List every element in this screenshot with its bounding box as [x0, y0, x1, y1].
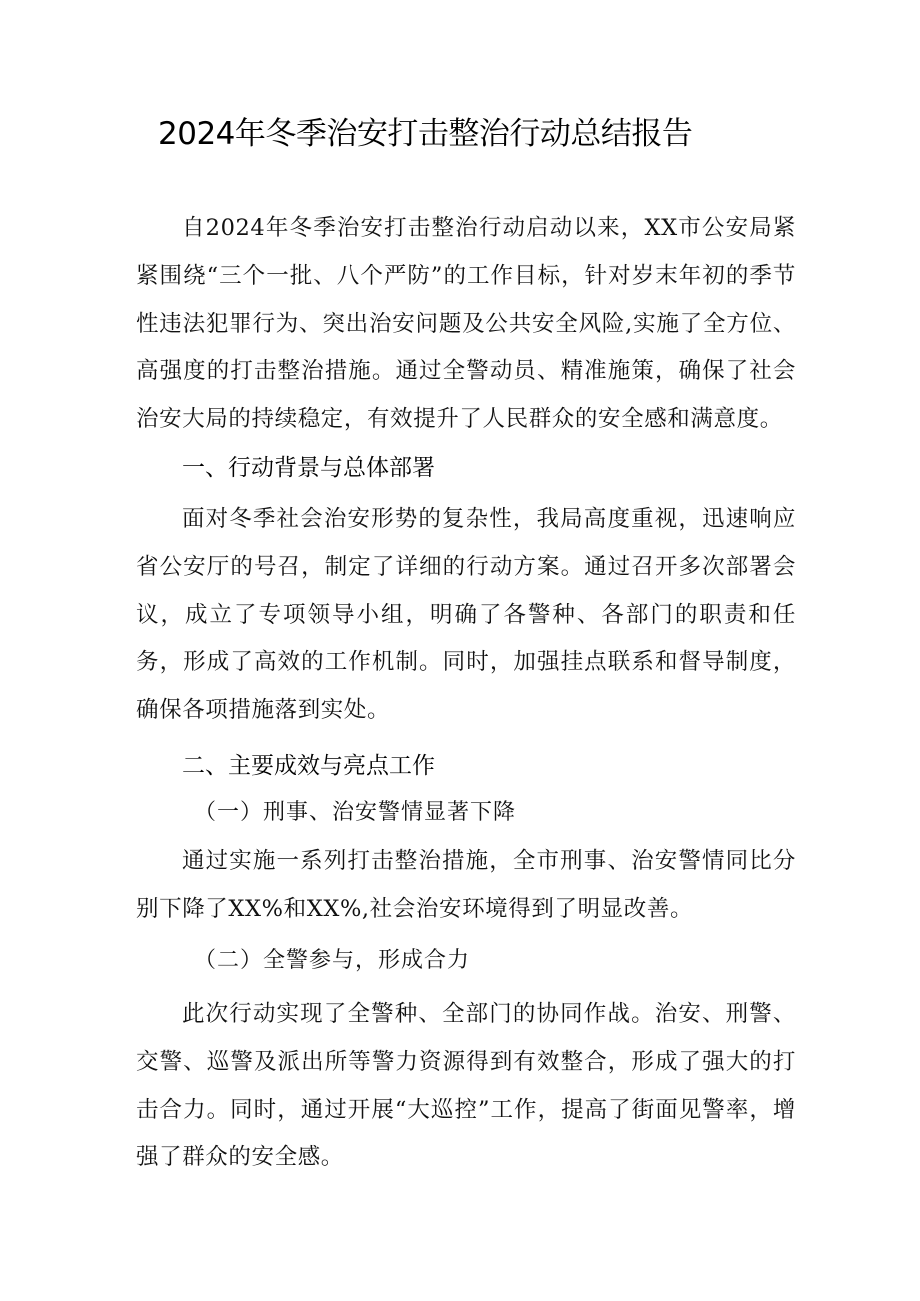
crime-decline-paragraph: 通过实施一系列打击整治措施，全市刑事、治安警情同比分别下降了XX%和XX%,社会治安环境得到了明显改善。 — [136, 848, 796, 922]
background-paragraph: 面对冬季社会治安形势的复杂性，我局高度重视，迅速响应省公安厅的号召，制定了详细的行动方案。通过召开多次部署会议，成立了专项领导小组，明确了各警种、各部门的职责和任务，形成了高效的工作机制。同时，加强挂点联系和督导制度，确保各项措施落到实处。 — [136, 506, 796, 724]
joint-force-paragraph: 此次行动实现了全警种、全部门的协同作战。治安、刑警、交警、巡警及派出所等警力资源得到有效整合，形成了强大的打击合力。同时，通过开展“大巡控”工作，提高了街面见警率，增强了群众的安全感。 — [136, 1001, 796, 1171]
section-heading-background: 一、行动背景与总体部署 — [182, 455, 435, 481]
section-heading-results: 二、主要成效与亮点工作 — [182, 753, 435, 779]
document-title: 2024年冬季治安打击整治行动总结报告 — [158, 116, 693, 152]
subsection-heading-crime-decline: （一）刑事、治安警情显著下降 — [194, 800, 517, 825]
subsection-heading-joint-force: （二）全警参与，形成合力 — [194, 948, 471, 973]
intro-paragraph: 自2024年冬季治安打击整治行动启动以来，XX市公安局紧紧围绕“三个一批、八个严防”的工作目标，针对岁末年初的季节性违法犯罪行为、突出治安问题及公共安全风险,实施了全方位、高强度的打击整治措施。通过全警动员、精准施策，确保了社会治安大局的持续稳定，有效提升了人民群众的安全感和满意度。 — [136, 215, 796, 433]
